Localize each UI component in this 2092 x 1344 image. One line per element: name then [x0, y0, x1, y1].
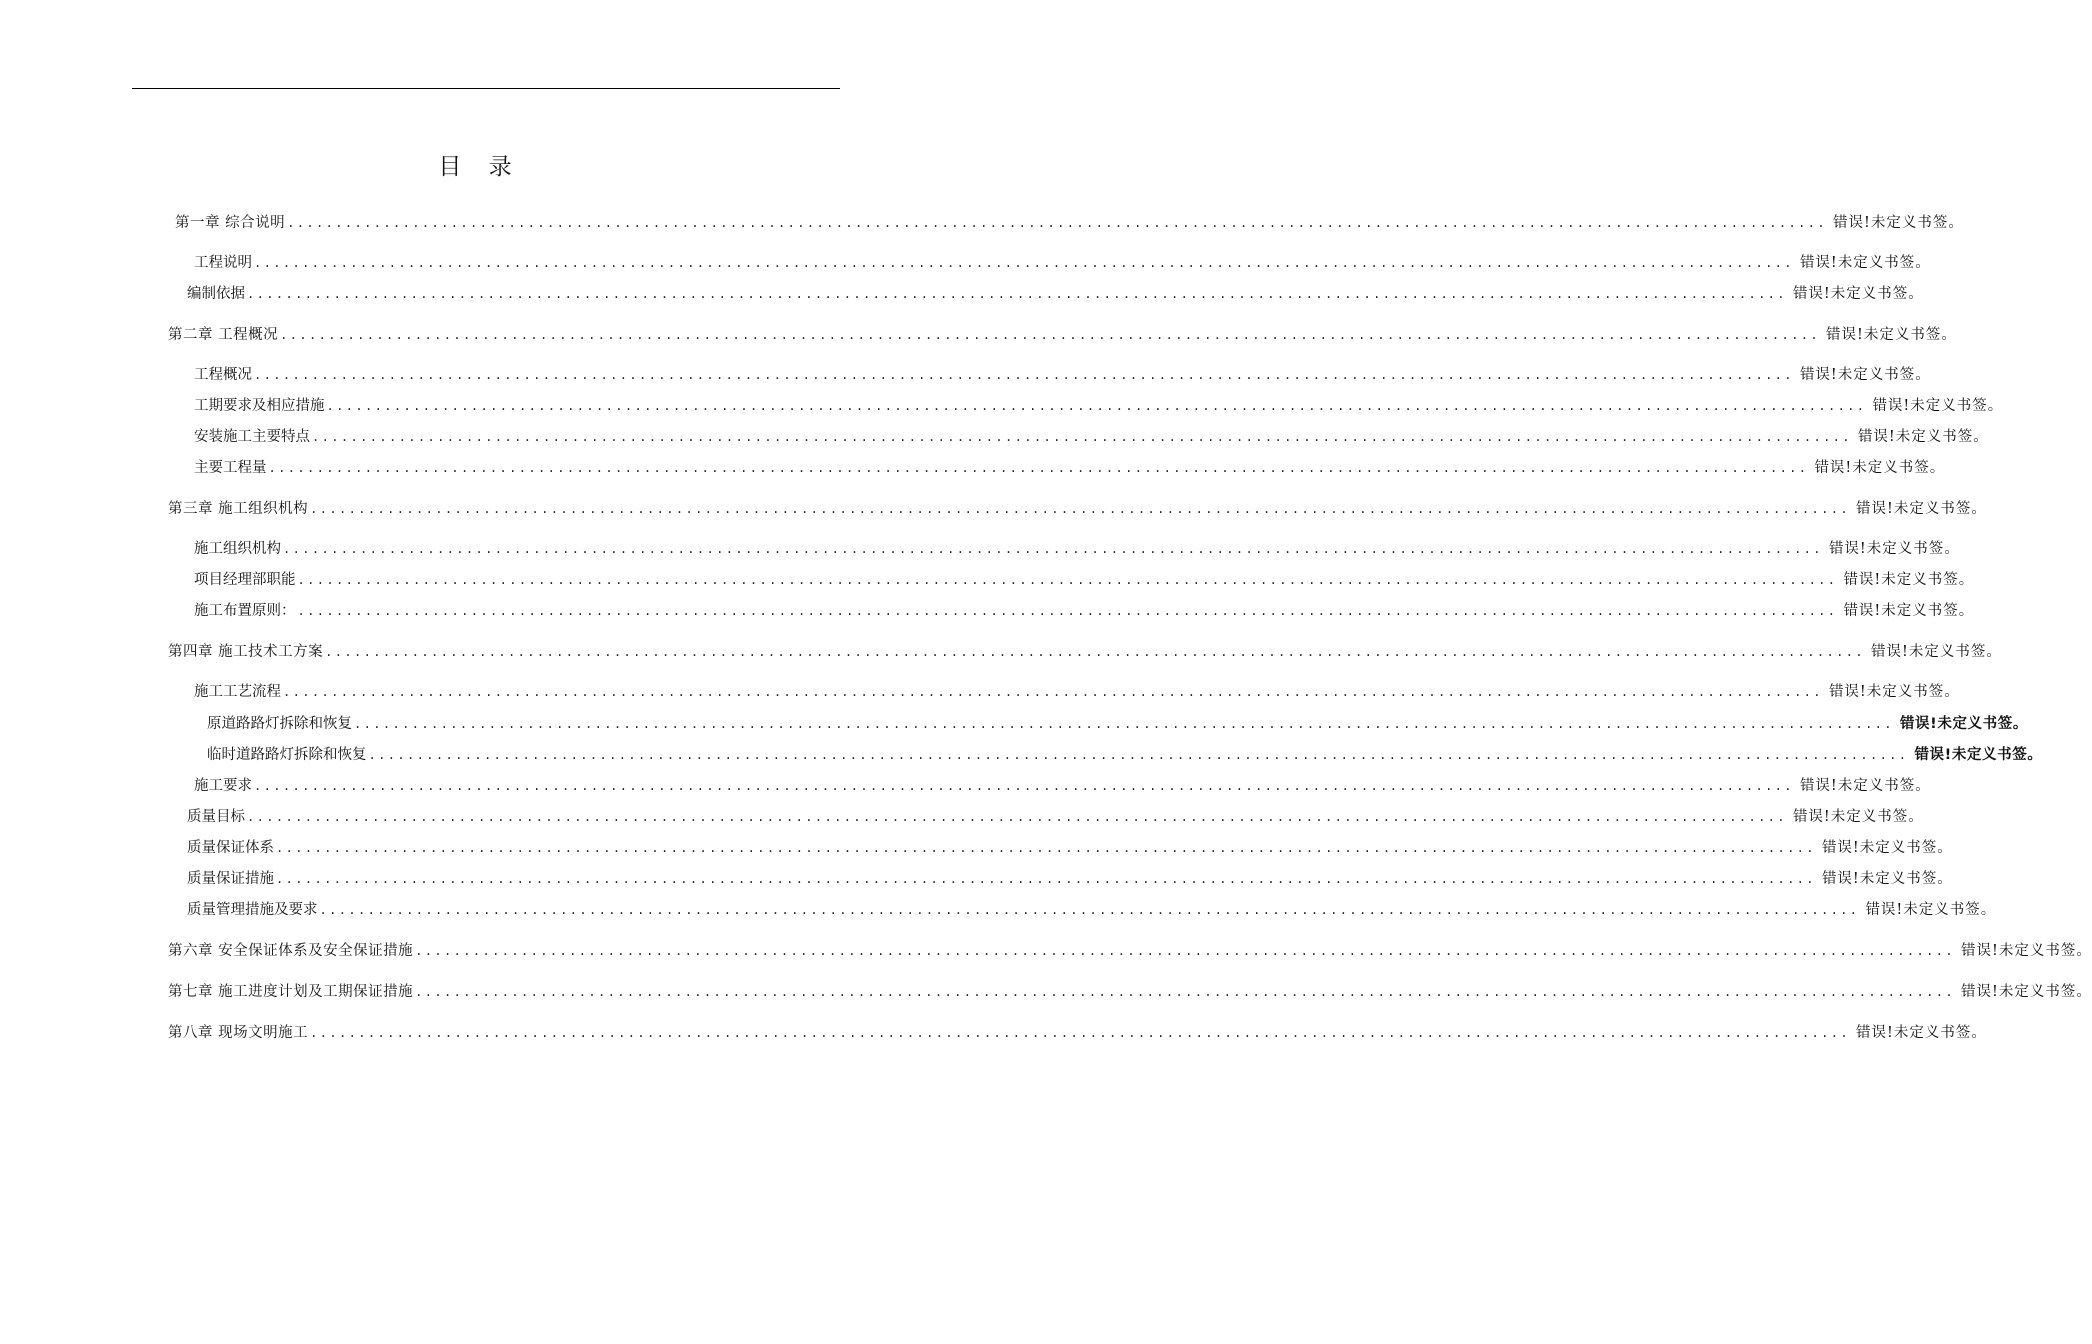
toc-entry[interactable]: [194, 682, 1960, 702]
toc-entry-text: 第四章 施工技术工方案: [168, 644, 324, 660]
dot-leader: ................................................................................................................................................................: [326, 399, 1867, 413]
toc-entry[interactable]: [194, 396, 2004, 416]
toc-entry-ref: 错误!未定义书签。: [1799, 778, 1931, 794]
toc-entry-ref: 错误!未定义书签。: [1833, 215, 1964, 231]
dot-leader: ................................................................................................................................................................: [254, 256, 1794, 270]
dot-leader: ................................................................................................................................................................: [283, 685, 1823, 699]
toc-entry-text: 质量目标: [187, 809, 245, 825]
toc-entry-text: 项目经理部职能: [194, 572, 296, 588]
toc-entry-ref: 错误!未定义书签。: [1843, 603, 1975, 619]
toc-entry[interactable]: [194, 253, 1931, 273]
dot-leader: ................................................................................................................................................................: [297, 573, 1838, 587]
toc-entry-ref: 错误!未定义书签。: [1865, 902, 1997, 918]
toc-entry[interactable]: [194, 539, 1960, 559]
toc-entry-text: 质量保证体系: [187, 840, 274, 856]
dot-leader: ................................................................................................................................................................: [310, 502, 1851, 516]
toc-entry-text: 工程概况: [194, 367, 252, 383]
toc-entry-text: 工程说明: [194, 255, 252, 271]
dot-leader: ................................................................................................................................................................: [415, 985, 1956, 999]
toc-entry-text: 安装施工主要特点: [194, 429, 310, 445]
toc-entry[interactable]: [194, 570, 1975, 590]
dot-leader: ................................................................................................................................................................: [247, 810, 1787, 824]
toc-entry-text: 第三章 施工组织机构: [168, 501, 309, 517]
toc-entry-ref: 错误!未定义书签。: [1792, 809, 1924, 825]
toc-entry-chapter-7[interactable]: [168, 982, 2092, 1002]
toc-entry-chapter-6[interactable]: [168, 941, 2092, 961]
toc-entry[interactable]: [187, 807, 1924, 827]
toc-entry-ref: 错误!未定义书签。: [1857, 429, 1989, 445]
toc-entry-ref: 错误!未定义书签。: [1961, 984, 2092, 1000]
toc-entry-text: 第一章 综合说明: [175, 215, 286, 231]
dot-leader: ................................................................................................................................................................: [287, 216, 1828, 230]
toc-entry-ref: 错误!未定义书签。: [1899, 716, 2028, 732]
toc-entry[interactable]: [194, 458, 1946, 478]
toc-entry-chapter-4[interactable]: [168, 642, 2002, 662]
dot-leader: ................................................................................................................................................................: [368, 748, 1909, 762]
header-rule: [132, 88, 840, 89]
toc-entry-chapter-3[interactable]: [168, 499, 1987, 519]
toc-entry[interactable]: [194, 365, 1931, 385]
toc-entry[interactable]: [187, 869, 1953, 889]
toc-entry-chapter-2[interactable]: [168, 325, 1957, 345]
toc-entry-text: 施工布置原则：: [194, 603, 296, 619]
toc-entry-ref: 错误!未定义书签。: [1828, 684, 1960, 700]
toc-entry-ref: 错误!未定义书签。: [1871, 644, 2002, 660]
toc-entry-text: 施工组织机构: [194, 541, 281, 557]
toc-entry-text: 施工工艺流程: [194, 684, 281, 700]
dot-leader: ................................................................................................................................................................: [247, 287, 1787, 301]
toc-entry-ref: 错误!未定义书签。: [1821, 840, 1953, 856]
dot-leader: ................................................................................................................................................................: [297, 604, 1838, 618]
toc-entry-ref: 错误!未定义书签。: [1799, 255, 1931, 271]
toc-entry[interactable]: [194, 601, 1975, 621]
dot-leader: ................................................................................................................................................................: [254, 368, 1794, 382]
toc-entry-sub[interactable]: [207, 745, 2043, 765]
toc-entry-text: 质量管理措施及要求: [187, 902, 318, 918]
toc-entry-ref: 错误!未定义书签。: [1826, 327, 1957, 343]
dot-leader: ................................................................................................................................................................: [354, 717, 1894, 731]
toc-entry-sub[interactable]: [207, 714, 2028, 734]
toc-entry-ref: 错误!未定义书签。: [1856, 501, 1987, 517]
toc-title: 目 录: [438, 154, 522, 180]
dot-leader: ................................................................................................................................................................: [319, 903, 1860, 917]
toc-entry-text: 施工要求: [194, 778, 252, 794]
toc-entry-ref: 错误!未定义书签。: [1843, 572, 1975, 588]
toc-entry-ref: 错误!未定义书签。: [1961, 943, 2092, 959]
toc-entry-text: 编制依据: [187, 286, 245, 302]
toc-entry[interactable]: [187, 838, 1953, 858]
toc-entry-chapter-1[interactable]: [175, 213, 1964, 233]
toc-entry[interactable]: [194, 427, 1989, 447]
dot-leader: ................................................................................................................................................................: [254, 779, 1794, 793]
toc-entry-text: 第七章 施工进度计划及工期保证措施: [168, 984, 414, 1000]
toc-entry-chapter-8[interactable]: [168, 1023, 1987, 1043]
dot-leader: ................................................................................................................................................................: [310, 1026, 1851, 1040]
toc-entry-ref: 错误!未定义书签。: [1914, 747, 2043, 763]
toc-entry-text: 原道路路灯拆除和恢复: [207, 716, 352, 732]
dot-leader: ................................................................................................................................................................: [325, 645, 1866, 659]
toc-entry-text: 主要工程量: [194, 460, 267, 476]
toc-entry-ref: 错误!未定义书签。: [1814, 460, 1946, 476]
toc-entry-ref: 错误!未定义书签。: [1821, 871, 1953, 887]
toc-entry[interactable]: [187, 900, 1997, 920]
toc-entry[interactable]: [187, 284, 1924, 304]
toc-entry-ref: 错误!未定义书签。: [1872, 398, 2004, 414]
toc-entry-text: 第二章 工程概况: [168, 327, 279, 343]
toc-entry[interactable]: [194, 776, 1931, 796]
dot-leader: ................................................................................................................................................................: [276, 841, 1816, 855]
toc-entry-ref: 错误!未定义书签。: [1828, 541, 1960, 557]
toc-entry-ref: 错误!未定义书签。: [1856, 1025, 1987, 1041]
dot-leader: ................................................................................................................................................................: [280, 328, 1821, 342]
dot-leader: ................................................................................................................................................................: [276, 872, 1816, 886]
dot-leader: ................................................................................................................................................................: [268, 461, 1809, 475]
toc-entry-text: 第六章 安全保证体系及安全保证措施: [168, 943, 414, 959]
dot-leader: ................................................................................................................................................................: [312, 430, 1852, 444]
dot-leader: ................................................................................................................................................................: [415, 944, 1956, 958]
toc-entry-ref: 错误!未定义书签。: [1799, 367, 1931, 383]
toc-entry-text: 工期要求及相应措施: [194, 398, 325, 414]
toc-entry-ref: 错误!未定义书签。: [1792, 286, 1924, 302]
toc-entry-text: 第八章 现场文明施工: [168, 1025, 309, 1041]
toc-entry-text: 临时道路路灯拆除和恢复: [207, 747, 367, 763]
toc-entry-text: 质量保证措施: [187, 871, 274, 887]
dot-leader: ................................................................................................................................................................: [283, 542, 1823, 556]
